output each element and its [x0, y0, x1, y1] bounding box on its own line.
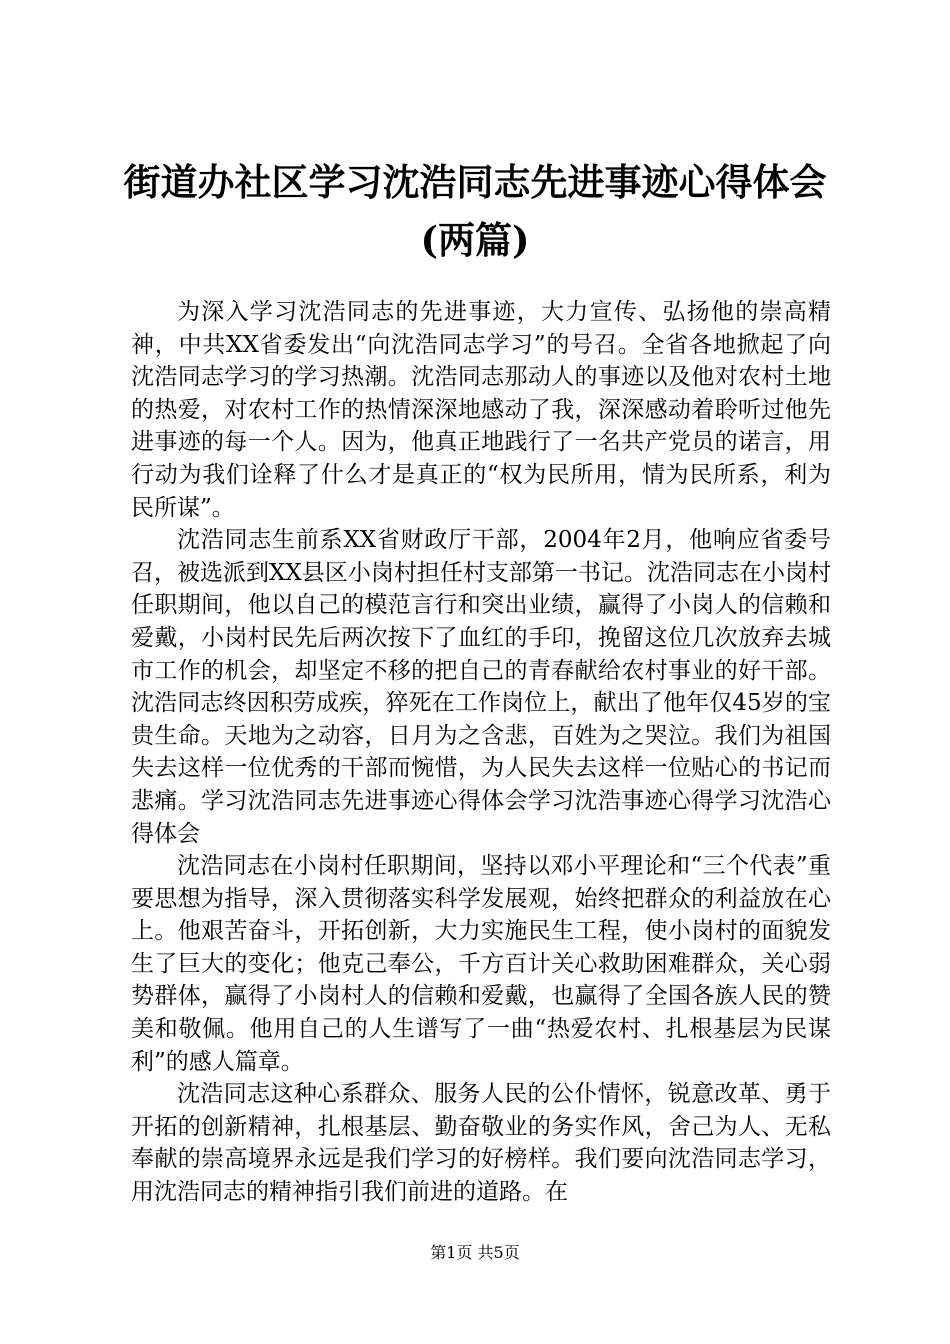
- paragraph: 沈浩同志这种心系群众、服务人民的公仆情怀，锐意改革、勇于开拓的创新精神，扎根基层、勤奋敬业的务实作风，舍己为人、无私奉献的崇高境界永远是我们学习的好榜样。我们要向沈浩同志学习，用沈浩同志的精神指引我们前进的道路。在: [131, 1081, 831, 1206]
- document-body: [131, 296, 831, 1209]
- document-title: 街道办社区学习沈浩同志先进事迹心得体会: [123, 160, 827, 204]
- paragraph: 为深入学习沈浩同志的先进事迹，大力宣传、弘扬他的崇高精神，中共XX省委发出“向沈浩同志学习”的号召。全省各地掀起了向沈浩同志学习的学习热潮。沈浩同志那动人的事迹以及他对农村土地的热爱，对农村工作的热情深深地感动了我，深深感动着聆听过他先进事迹的每一个人。因为，他真正地践行了一名共产党员的诺言，用行动为我们诠释了什么才是真正的“权为民所用，情为民所系，利为民所谋”。: [131, 299, 831, 521]
- paragraph: 沈浩同志生前系XX省财政厅干部，2004年2月，他响应省委号召，被选派到XX县区小岗村担任村支部第一书记。沈浩同志在小岗村任职期间，他以自己的模范言行和突出业绩，赢得了小岗人的信赖和爱戴，小岗村民先后两次按下了血红的手印，挽留这位几次放弃去城市工作的机会，却坚定不移的把自己的青春献给农村事业的好干部。沈浩同志终因积劳成疾，猝死在工作岗位上，献出了他年仅45岁的宝贵生命。天地为之动容，日月为之含悲，百姓为之哭泣。我们为祖国失去这样一位优秀的干部而惋惜，为人民失去这样一位贴心的书记而悲痛。学习沈浩同志先进事迹心得体会学习沈浩事迹心得学习沈浩心得体会: [131, 527, 831, 847]
- paragraph: 沈浩同志在小岗村任职期间，坚持以邓小平理论和“三个代表”重要思想为指导，深入贯彻落实科学发展观，始终把群众的利益放在心上。他艰苦奋斗，开拓创新，大力实施民生工程，使小岗村的面貌发生了巨大的变化；他克己奉公，千方百计关心救助困难群众，关心弱势群体，赢得了小岗村人的信赖和爱戴，也赢得了全国各族人民的赞美和敬佩。他用自己的人生谱写了一曲“热爱农村、扎根基层为民谋利”的感人篇章。: [131, 853, 831, 1075]
- document-subtitle: (两篇): [420, 218, 530, 262]
- page-number-footer: 第1页 共5页: [430, 1243, 520, 1262]
